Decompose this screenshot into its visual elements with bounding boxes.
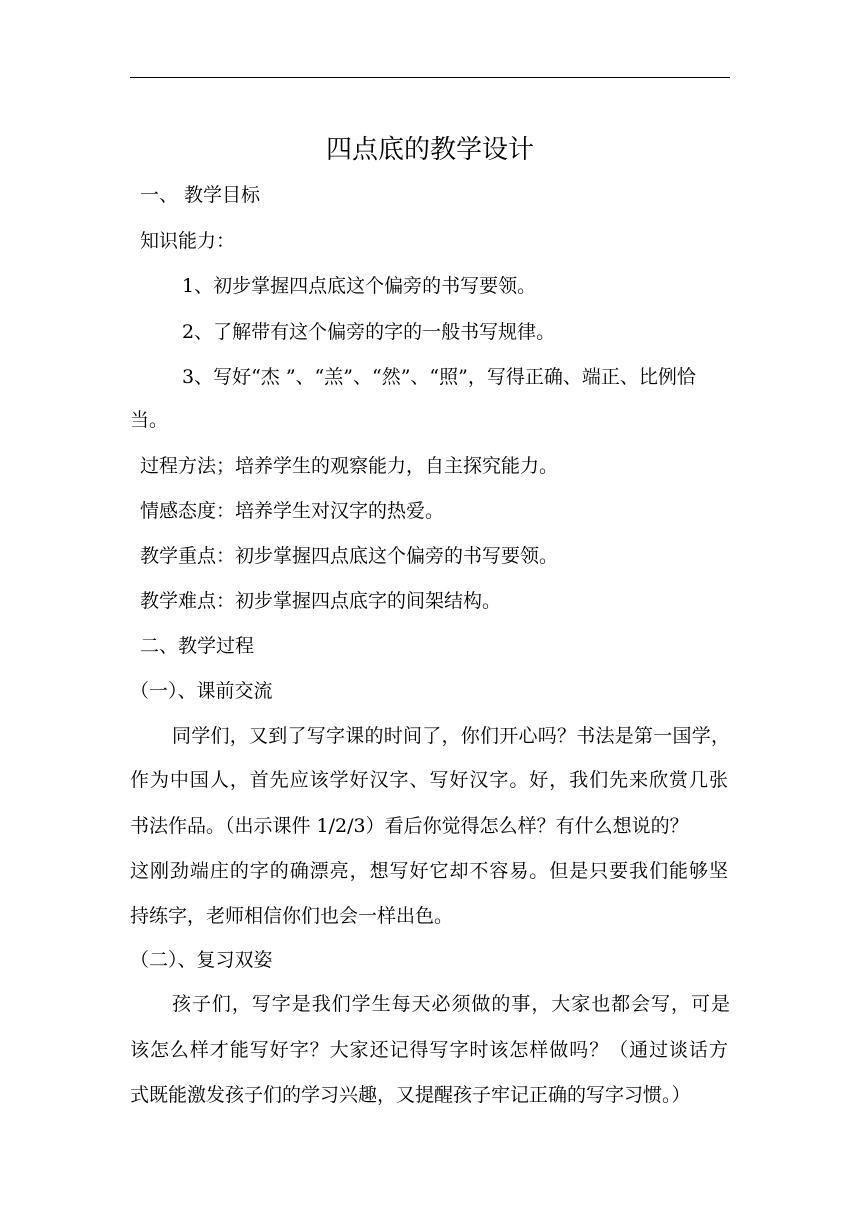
header-rule [130, 77, 730, 78]
objective-3-line1: 3、写好“杰 ”、“羔”、“然”、“照”，写得正确、端正、比例恰 [182, 366, 696, 388]
section1-heading: 一、 教学目标 [140, 184, 261, 206]
para2-line2: 该怎么样才能写好字？大家还记得写字时该怎样做吗？（通过谈话方 [130, 1039, 728, 1061]
knowledge-label: 知识能力： [140, 230, 236, 252]
emotion-attitude: 情感态度：培养学生对汉字的热爱。 [140, 500, 445, 522]
difficult-point: 教学难点：初步掌握四点底字的间架结构。 [140, 590, 502, 612]
objective-3-line2: 当。 [130, 409, 169, 431]
part1-heading: （一）、课前交流 [130, 680, 273, 702]
objective-1: 1、初步掌握四点底这个偏旁的书写要领。 [182, 275, 537, 297]
document-title: 四点底的教学设计 [325, 135, 534, 165]
para1-line3: 书法作品。（出示课件 1/2/3）看后你觉得怎么样？有什么想说的？ [130, 815, 689, 837]
para2-line1: 孩子们，写字是我们学生每天必须做的事，大家也都会写，可是 [172, 993, 730, 1015]
para1-line2: 作为中国人，首先应该学好汉字、写好汉字。好，我们先来欣赏几张 [130, 769, 728, 791]
part2-heading: （二）、复习双姿 [130, 949, 273, 971]
para1-line4: 这刚劲端庄的字的确漂亮，想写好它却不容易。但是只要我们能够坚 [130, 860, 728, 882]
para1-line5: 持练字，老师相信你们也会一样出色。 [130, 905, 454, 927]
para2-line3: 式既能激发孩子们的学习兴趣，又提醒孩子牢记正确的写字习惯。） [130, 1084, 691, 1106]
para1-line1: 同学们，又到了写字课的时间了，你们开心吗？书法是第一国学， [172, 725, 730, 747]
key-point: 教学重点：初步掌握四点底这个偏旁的书写要领。 [140, 545, 559, 567]
process-method: 过程方法；培养学生的观察能力，自主探究能力。 [140, 455, 559, 477]
objective-2: 2、了解带有这个偏旁的字的一般书写规律。 [182, 321, 556, 343]
section2-heading: 二、教学过程 [140, 635, 255, 657]
